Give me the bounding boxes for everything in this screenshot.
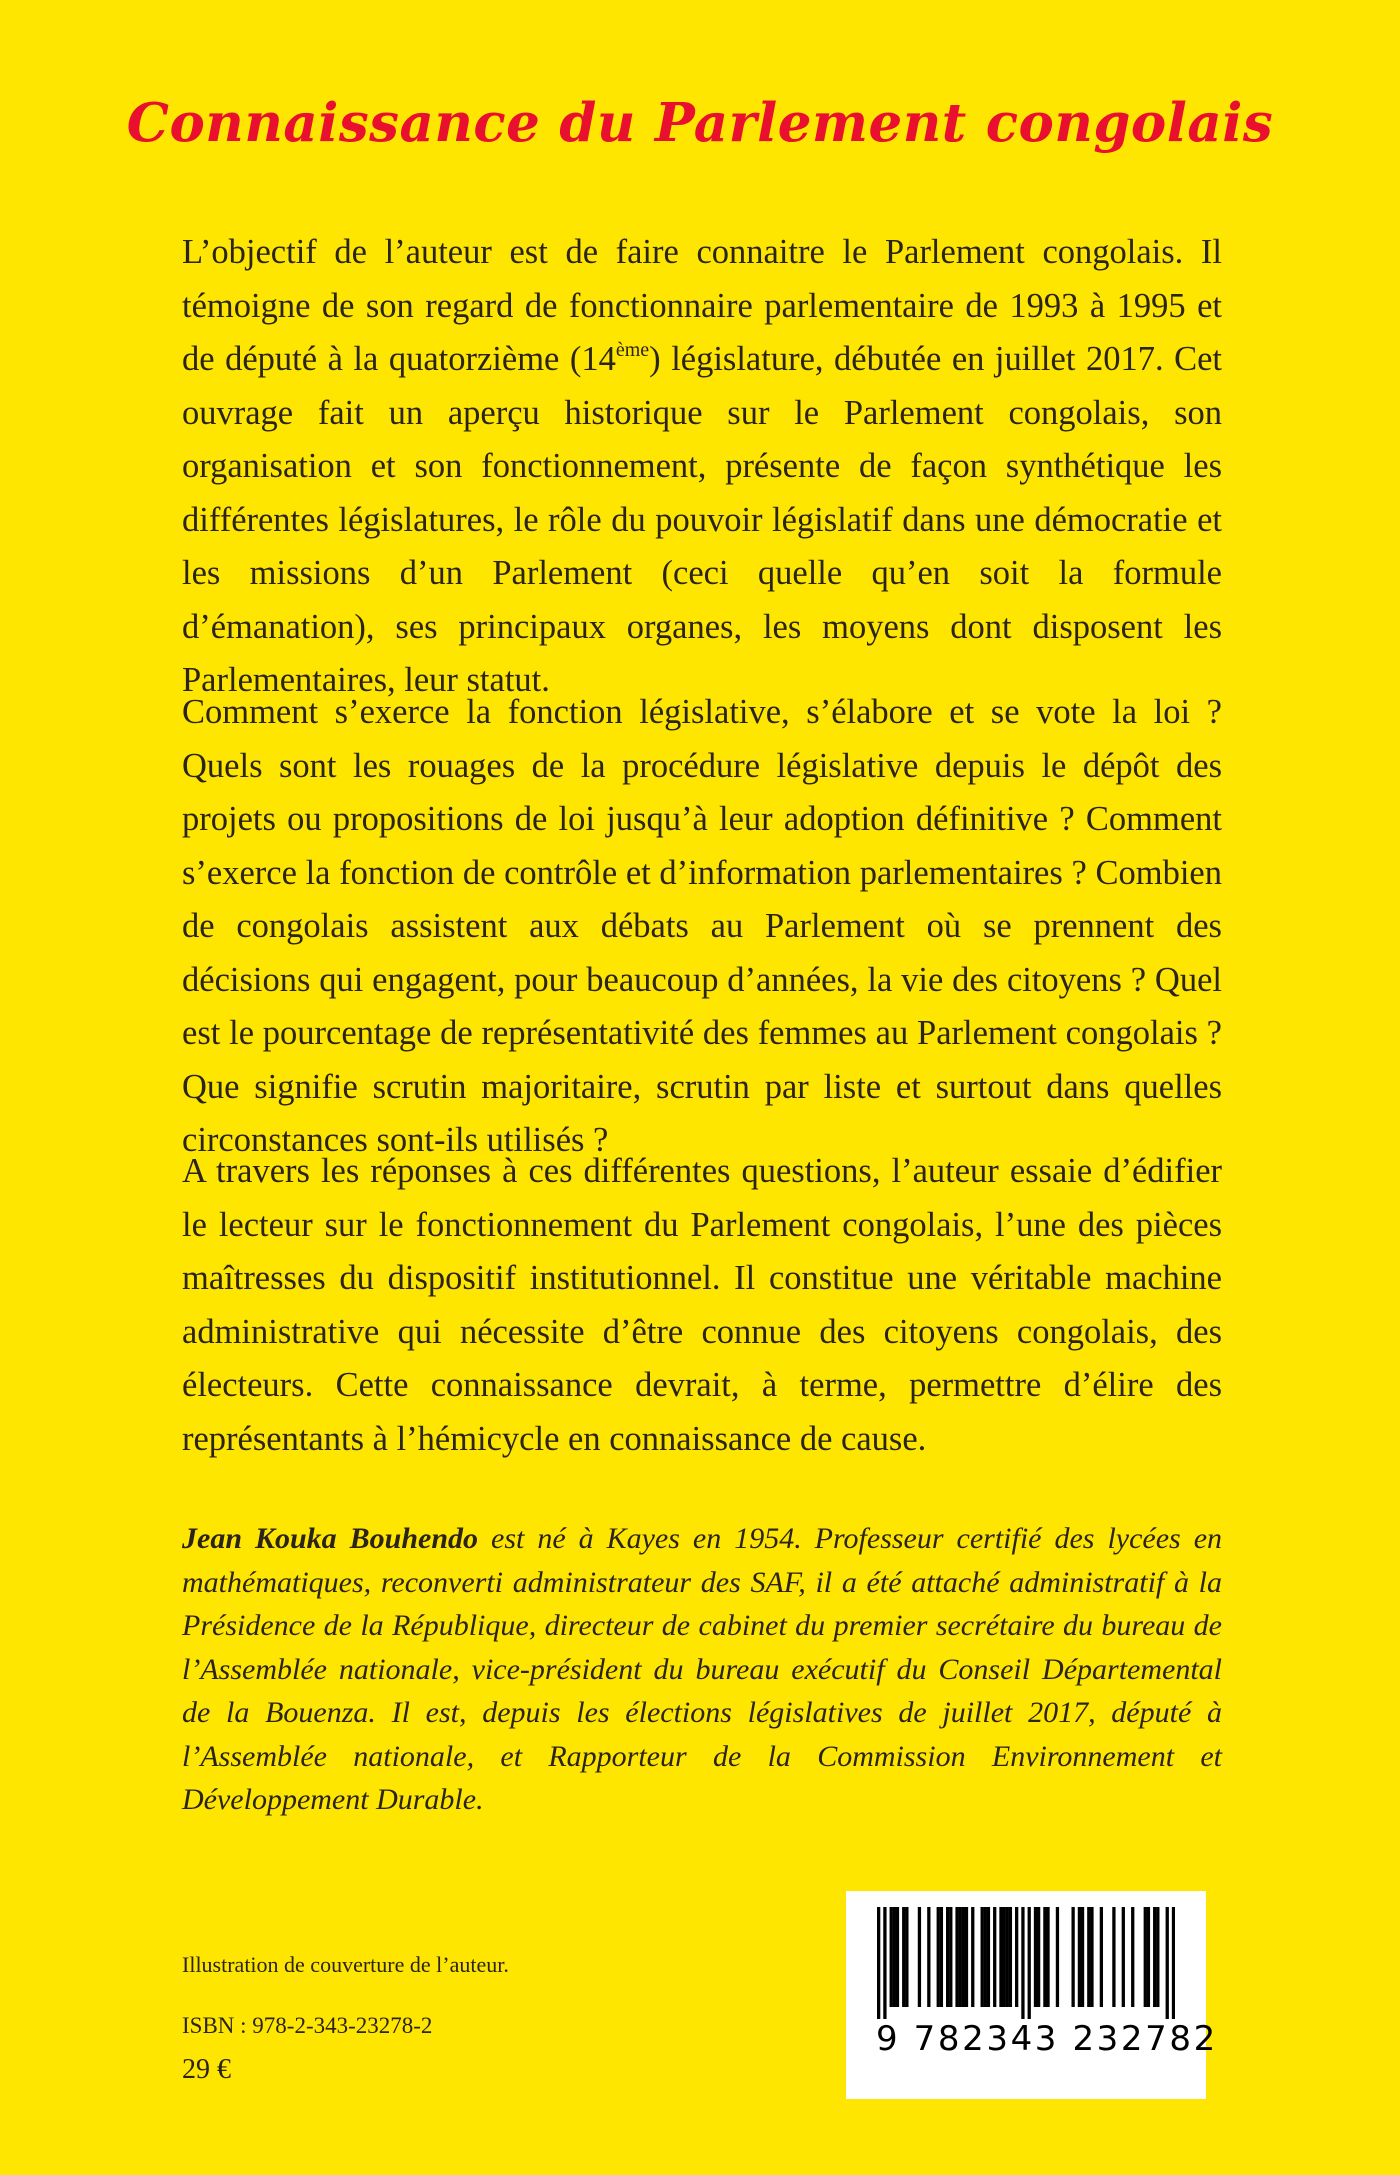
barcode-bar [971, 1907, 974, 2007]
superscript: ème [615, 338, 650, 361]
barcode-bar [896, 1907, 899, 2007]
barcode-bar [1002, 1907, 1005, 2007]
summary-paragraph-2 [182, 686, 1222, 1168]
barcode-bar [902, 1907, 905, 2007]
barcode-bar [1172, 1907, 1175, 2019]
illustration-credit: Illustration de couverture de l’auteur. [182, 1952, 509, 1977]
barcode-bar [965, 1907, 968, 2007]
barcode-bar [1043, 1907, 1046, 2007]
barcode-bar [1166, 1907, 1169, 2019]
author-bio-text: est né à Kayes en 1954. Professeur certifié des lycées en mathématiques, reconverti administrateur des SAF, il a été attaché administratif à la Présidence de la République, directeur de cabinet du premier secrétaire du bureau de l’Assemblée nationale, vice-président du bureau exécutif du Conseil Départemental de la Bouenza. Il est, depuis les élections législatives de juillet 2017, député à l’Assemblée nationale, et Rapporteur de la Commission Environnement et Développement Durable. [182, 1522, 1223, 1816]
barcode-bar [1081, 1907, 1084, 2007]
barcode-bar [1147, 1907, 1150, 2007]
barcode-bar [1153, 1907, 1156, 2007]
price-label: 29 € [182, 2054, 231, 2085]
barcode-bar [962, 1907, 965, 2007]
barcode-bar [1021, 1907, 1024, 2019]
barcode-bar [959, 1907, 962, 2007]
summary-paragraph-1 [182, 226, 1222, 708]
barcode-bar [940, 1907, 943, 2007]
barcode-bar [927, 1907, 930, 2007]
barcode-bar [987, 1907, 990, 2007]
barcode-bar [981, 1907, 984, 2007]
barcode-bar [955, 1907, 958, 2007]
barcode-bar [1009, 1907, 1012, 2007]
barcode-bar [1006, 1907, 1009, 2007]
barcode-bar [1156, 1907, 1159, 2007]
barcode-bar [937, 1907, 940, 2007]
barcode-bar [1144, 1907, 1147, 2007]
barcode-bar [918, 1907, 921, 2007]
barcode-bar [1100, 1907, 1103, 2007]
summary-text: L’objectif de l’auteur est de faire connaitre le Parlement congolais. Il témoigne de son regard de fonctionnaire parlementaire de 1993 à 1995 et de député à la quatorzième (14 [182, 233, 1222, 378]
barcode-bar [1087, 1907, 1090, 2007]
barcode-bar [893, 1907, 896, 2007]
book-title: Connaissance du Parlement congolais [126, 92, 1274, 154]
isbn-label: ISBN : 978-2-343-23278-2 [182, 2013, 433, 2038]
barcode-bar [1122, 1907, 1125, 2007]
summary-paragraph-3 [182, 1145, 1222, 1466]
barcode-bar [1037, 1907, 1040, 2007]
barcode-bar [1112, 1907, 1115, 2007]
barcode-bar [1028, 1907, 1031, 2019]
barcode [846, 1891, 1218, 2099]
barcode-bar [1015, 1907, 1018, 2007]
barcode-bar [999, 1907, 1002, 2007]
barcode-bar [890, 1907, 893, 2007]
barcode-bar [1078, 1907, 1081, 2007]
barcode-bar [946, 1907, 949, 2007]
barcode-bar [984, 1907, 987, 2007]
barcode-bar [1046, 1907, 1049, 2007]
barcode-bar [1131, 1907, 1134, 2007]
barcode-bar [1056, 1907, 1059, 2007]
barcode-bar [905, 1907, 908, 2007]
barcode-bars [877, 1907, 1175, 2019]
barcode-bar [883, 1907, 886, 2019]
barcode-bar [1090, 1907, 1093, 2007]
summary-text: Comment s’exerce la fonction législative, s’élabore et se vote la loi ? Quels sont les rouages de la procédure législative depuis le dépôt des projets ou propositions de loi jusqu’à leur adoption définitive ? Comment s’exerce la fonction de contrôle et d’information parlementaires ? Combien de congolais assistent aux débats au Parlement où se prennent des décisions qui engagent, pour beaucoup d’années, la vie des citoyens ? Quel est le pourcentage de représentativité des femmes au Parlement congolais ? Que signifie scrutin majoritaire, scrutin par liste et surtout dans quelles circonstances sont-ils utilisés ? [182, 693, 1222, 1159]
barcode-digits: 9 782343 232782 [876, 2019, 1218, 2059]
author-bio [182, 1517, 1222, 1822]
barcode-bar [877, 1907, 880, 2019]
barcode-bar [1071, 1907, 1074, 2007]
barcode-bar [949, 1907, 952, 2007]
barcode-bar [1034, 1907, 1037, 2007]
author-name: Jean Kouka Bouhendo [182, 1522, 479, 1555]
summary-text: A travers les réponses à ces différentes questions, l’auteur essaie d’édifier le lecteur sur le fonctionnement du Parlement congolais, l’une des pièces maîtresses du dispositif institutionnel. Il constitue une véritable machine administrative qui nécessite d’être connue des citoyens congolais, des électeurs. Cette connaissance devrait, à terme, permettre d’élire des représentants à l’hémicycle en connaissance de cause. [182, 1152, 1222, 1458]
summary-text: ) législature, débutée en juillet 2017. Cet ouvrage fait un aperçu historique sur le Parlement congolais, son organisation et son fonctionnement, présente de façon synthétique les différentes législatures, le rôle du pouvoir législatif dans une démocratie et les missions d’un Parlement (ceci quelle qu’en soit la formule d’émanation), ses principaux organes, les moyens dont disposent les Parlementaires, leur statut. [182, 340, 1223, 699]
barcode-bar [993, 1907, 996, 2007]
